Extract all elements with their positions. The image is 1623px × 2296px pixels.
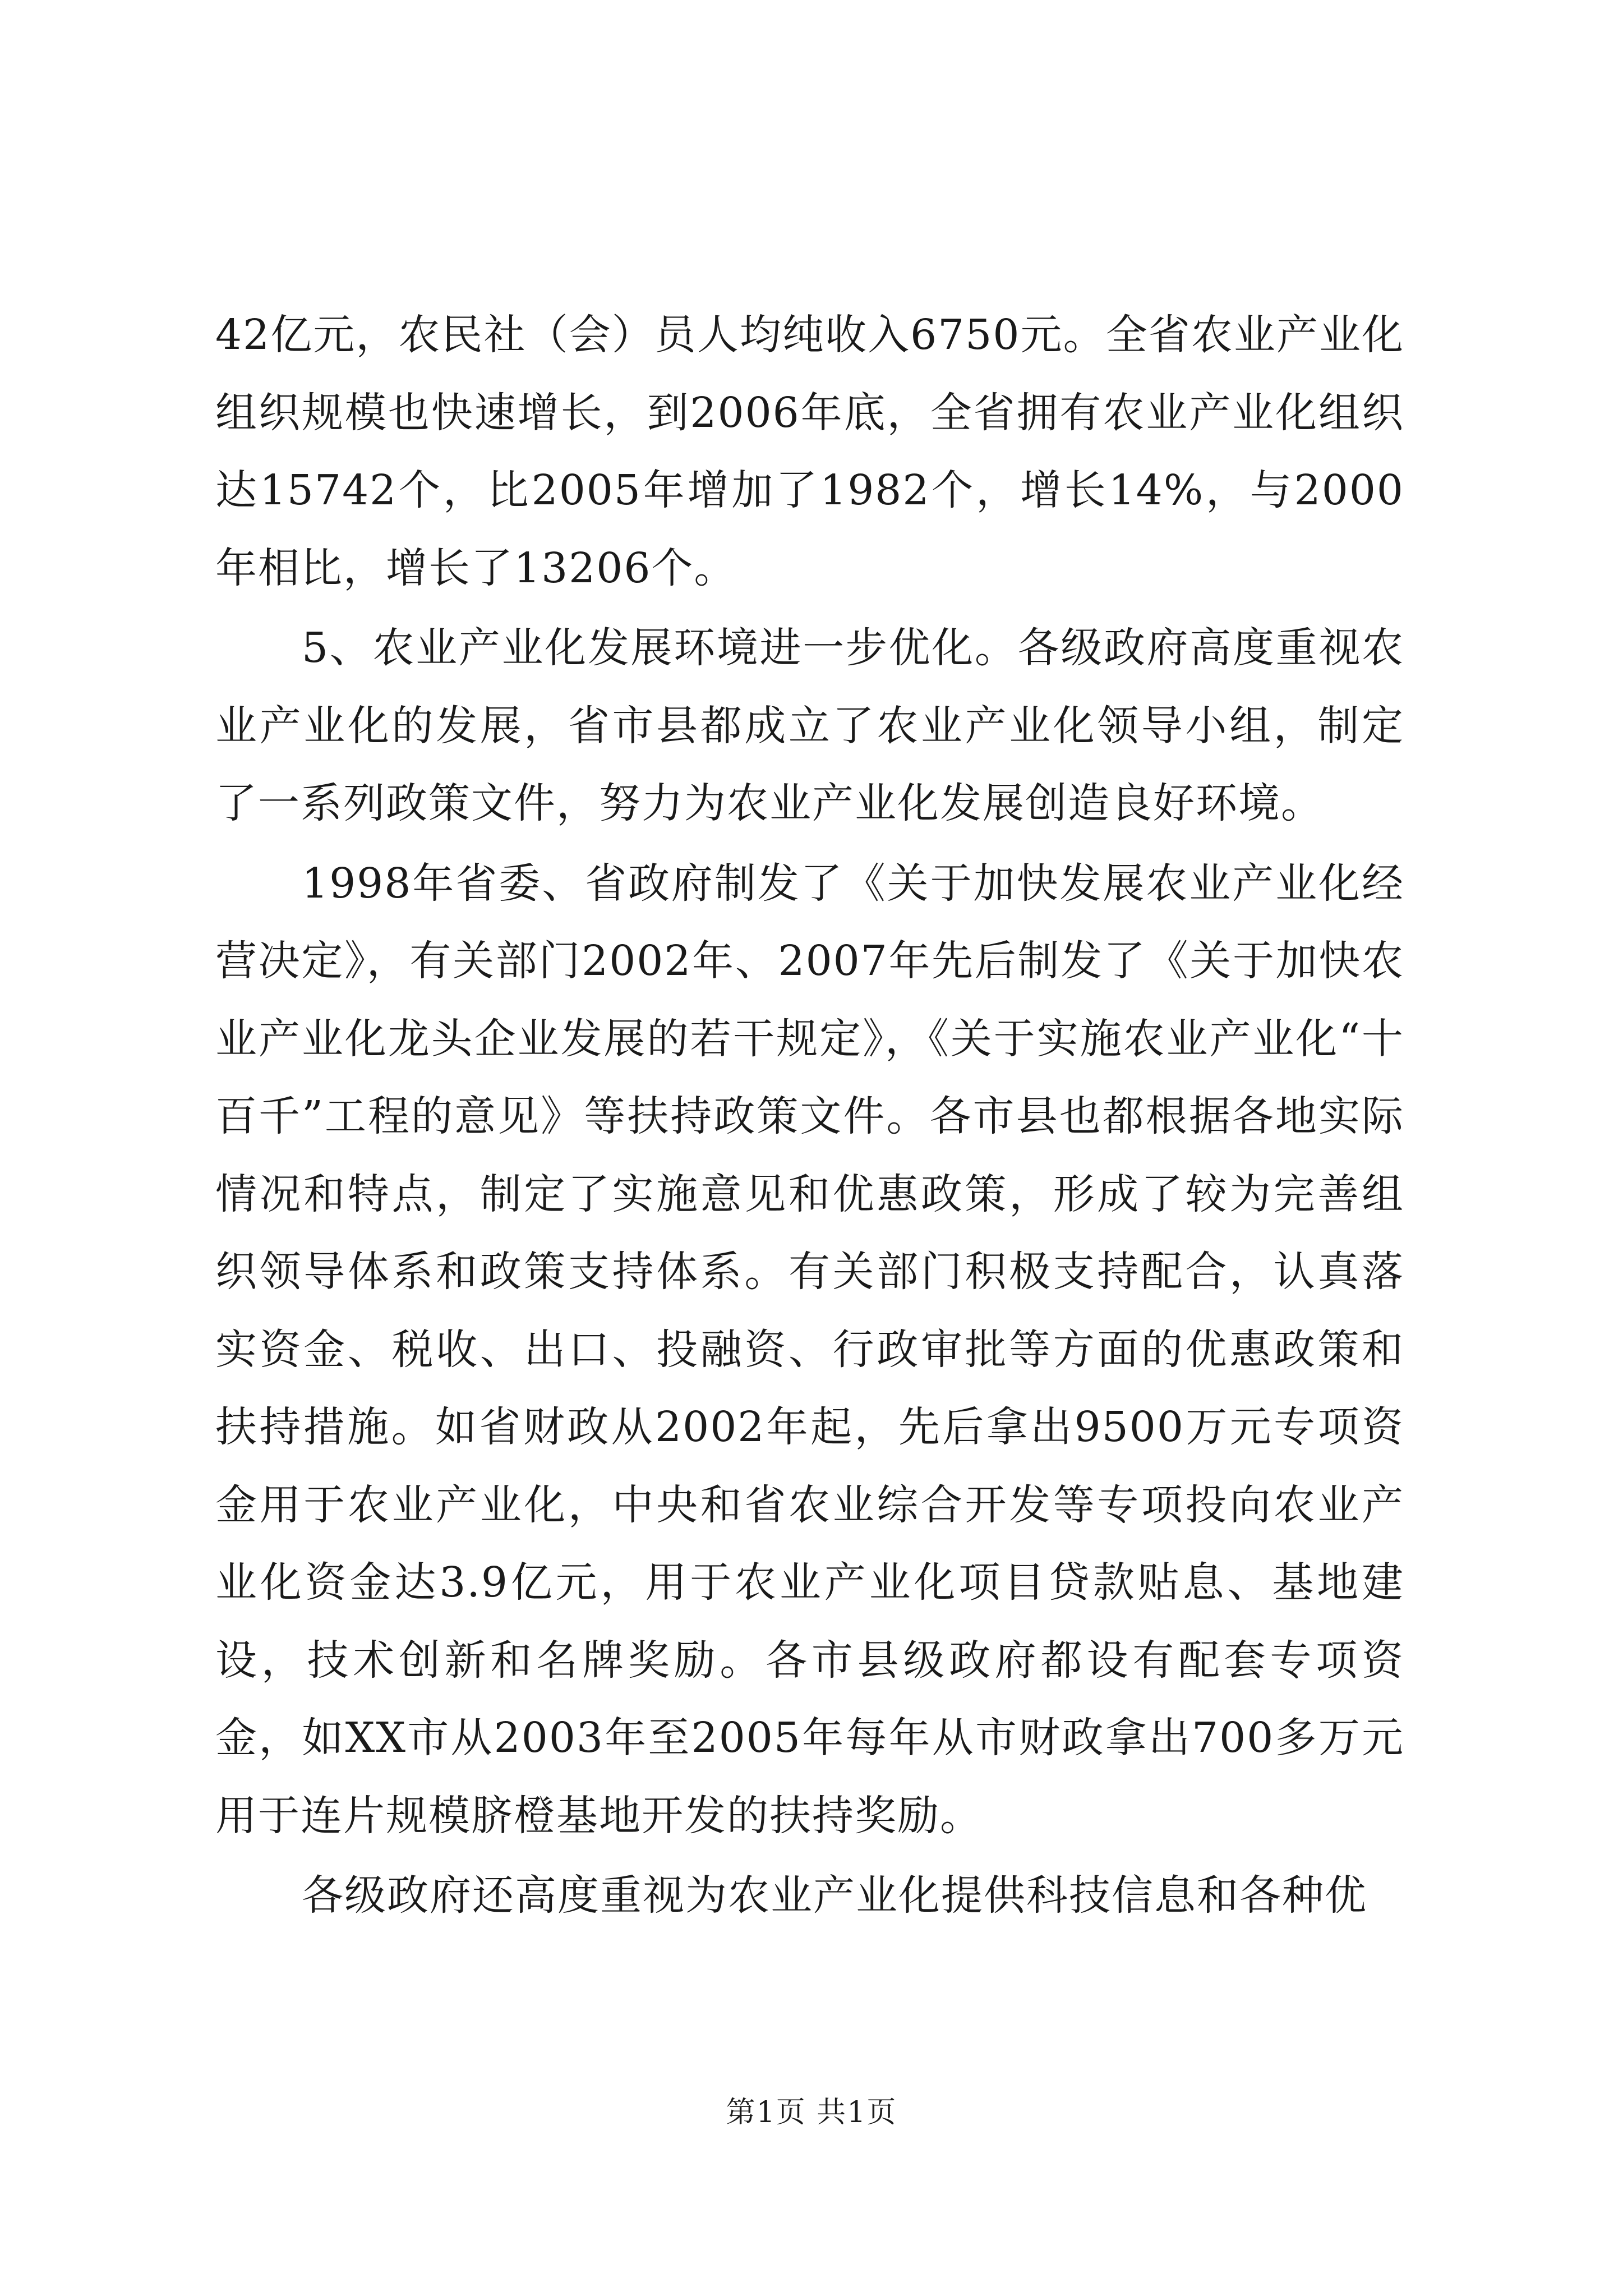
paragraph-4: 各级政府还高度重视为农业产业化提供科技信息和各种优 [302,1871,1367,1920]
body-text [215,296,1404,1935]
page-footer: 第1页 共1页 [726,2096,897,2129]
paragraph-3: 1998年省委、省政府制发了《关于加快发展农业产业化经营决定》，有关部门2002年、2007年先后制发了《关于加快农业产业化龙头企业发展的若干规定》，《关于实施农业产业化“十百千”工程的意见》等扶持政策文件。各市县也都根据各地实际情况和特点，制定了实施意见和优惠政策，形成了较为完善组织领导体系和政策支持体系。有关部门积极支持配合，认真落实资金、税收、出口、投融资、行政审批等方面的优惠政策和扶持措施。如省财政从2002年起，先后拿出9500万元专项资金用于农业产业化，中央和省农业综合开发等专项投向农业产业化资金达3.9亿元，用于农业产业化项目贷款贴息、基地建设，技术创新和名牌奖励。各市县级政府都设有配套专项资金，如XX市从2003年至2005年每年从市财政拿出700多万元用于连片规模脐橙基地开发的扶持奖励。 [215,859,1404,1840]
paragraph-1: 42亿元，农民社（会）员人均纯收入6750元。全省农业产业化组织规模也快速增长，到2006年底，全省拥有农业产业化组织达15742个，比2005年增加了1982个，增长14%，与2000年相比，增长了13206个。 [215,311,1404,592]
paragraph-2: 5、农业产业化发展环境进一步优化。各级政府高度重视农业产业化的发展，省市县都成立了农业产业化领导小组，制定了一系列政策文件，努力为农业产业化发展创造良好环境。 [215,624,1404,827]
